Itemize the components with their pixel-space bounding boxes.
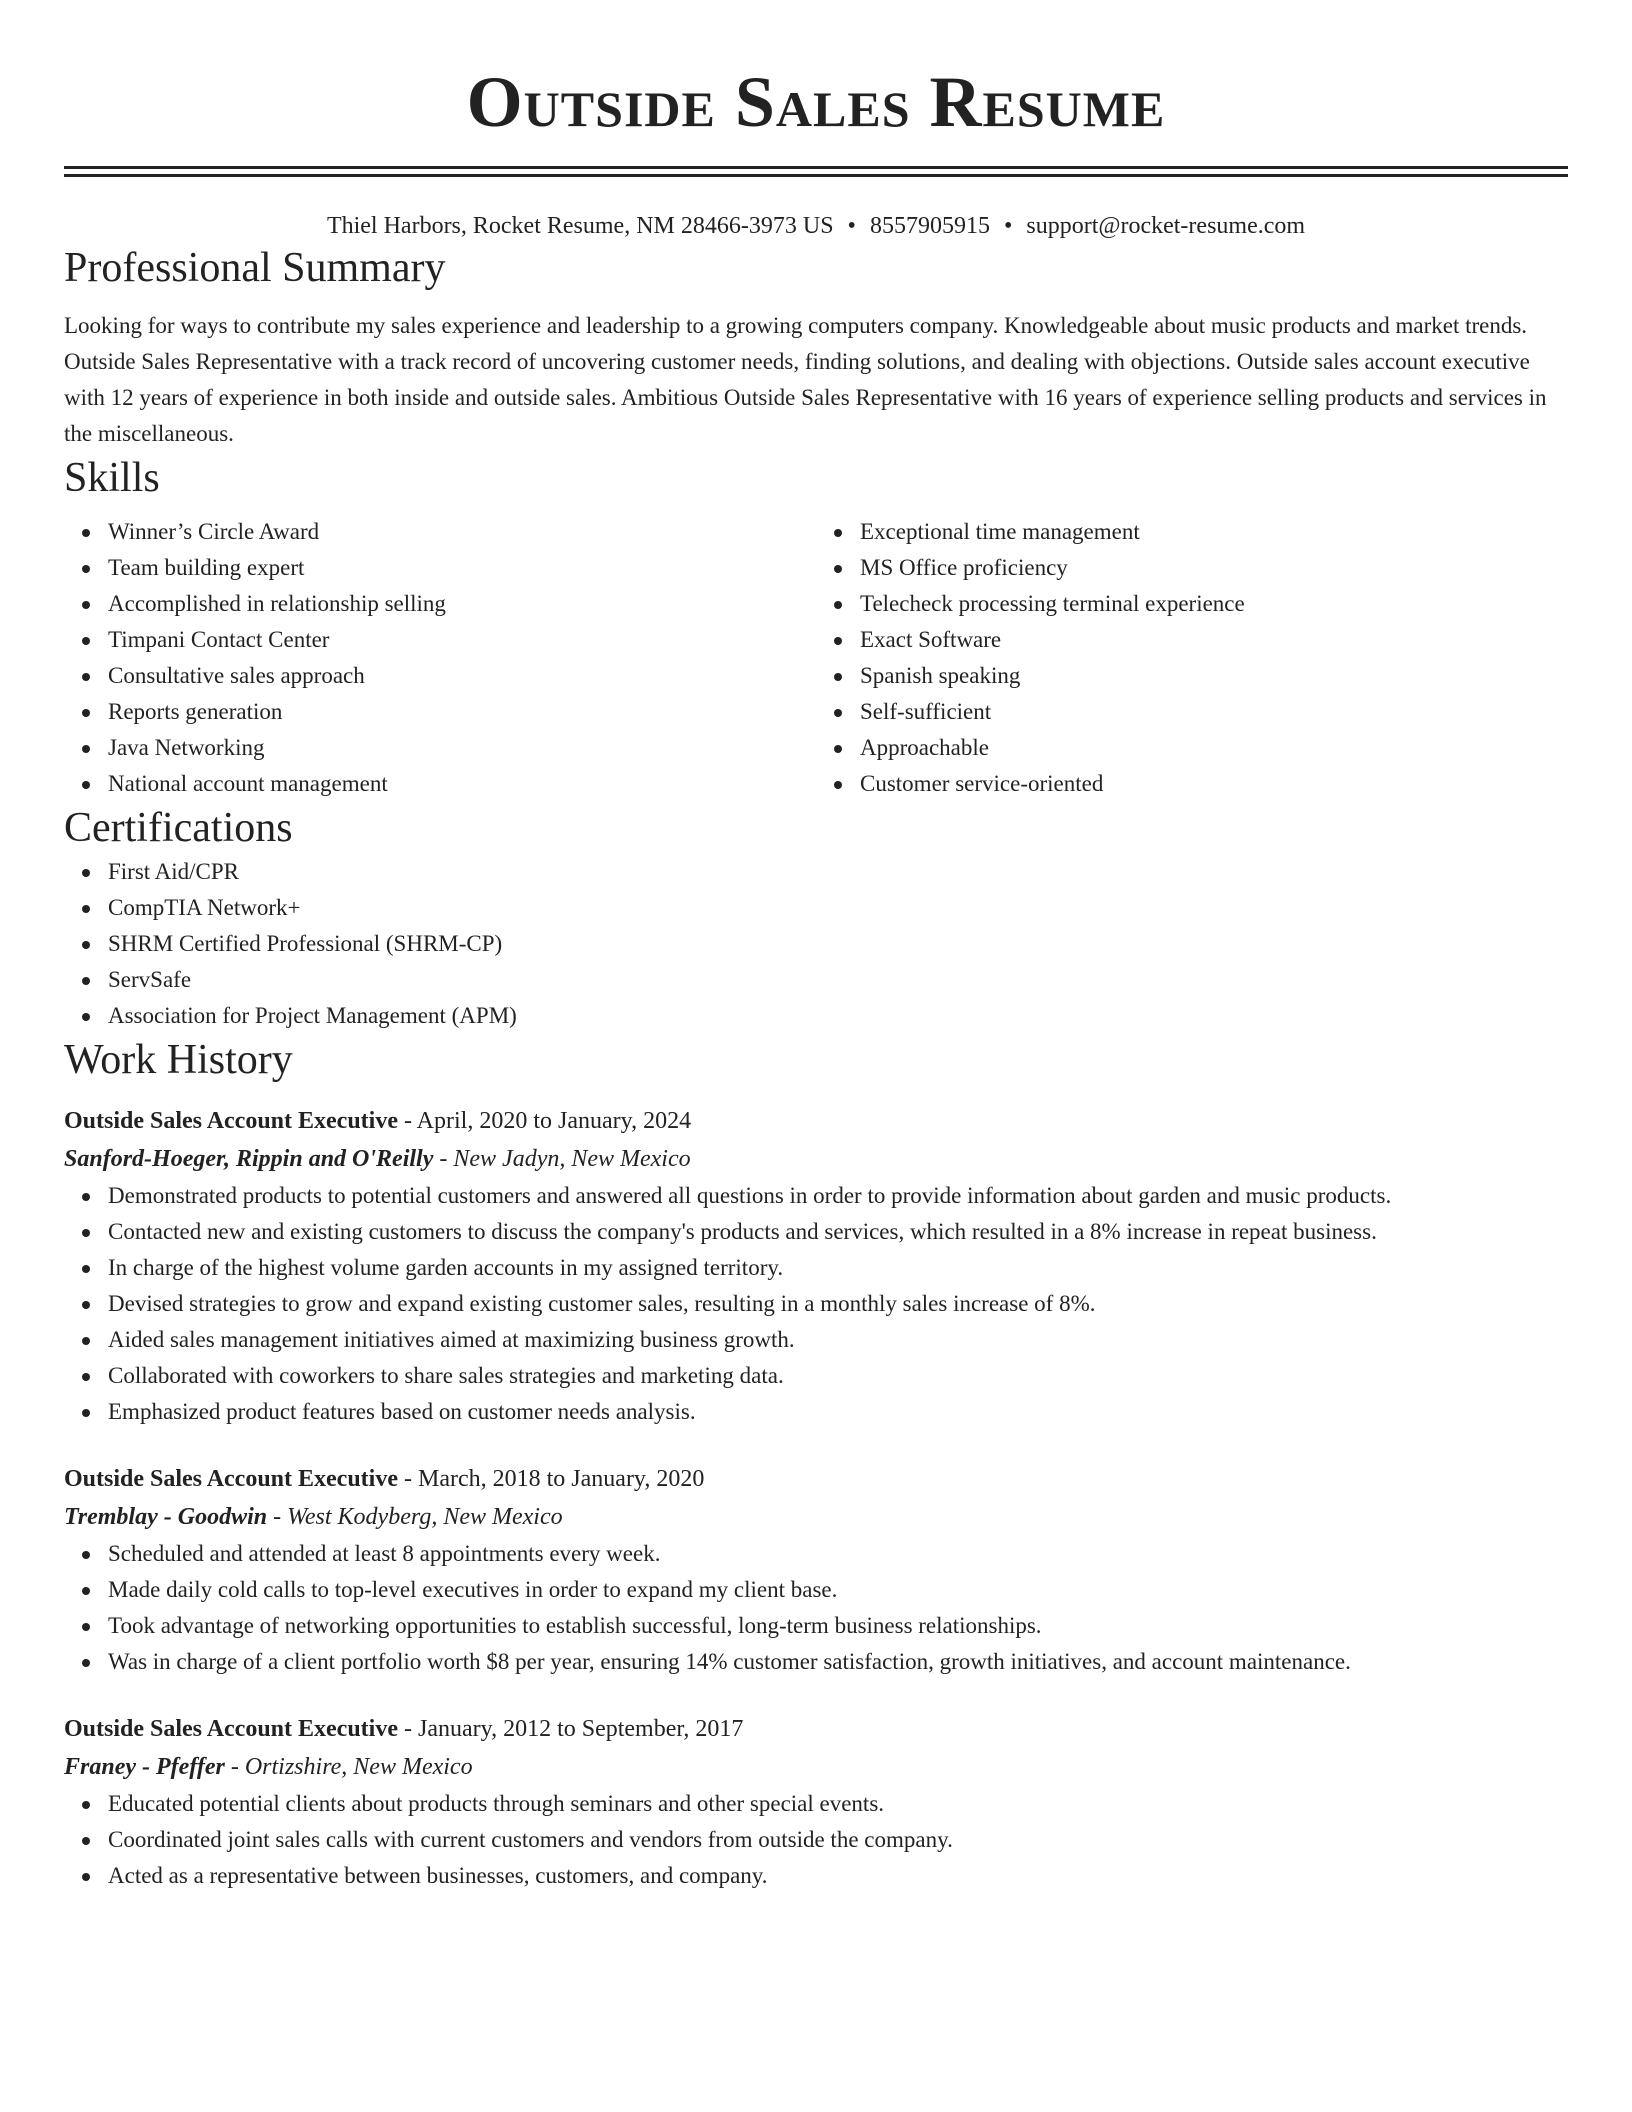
job-bullet: Took advantage of networking opportunities to establish successful, long-term business relationships.	[108, 1608, 1568, 1644]
resume-title: Outside Sales Resume	[466, 62, 1166, 142]
job-dates: - January, 2012 to September, 2017	[398, 1716, 744, 1742]
job-title: Outside Sales Account Executive	[64, 1108, 398, 1134]
skill-item: Consultative sales approach	[108, 658, 816, 694]
skill-item: Accomplished in relationship selling	[108, 586, 816, 622]
skill-item: Winner’s Circle Award	[108, 514, 816, 550]
job-bullet: Contacted new and existing customers to discuss the company's products and services, which resulted in a 8% increase in repeat business.	[108, 1214, 1568, 1250]
skill-item: Exact Software	[860, 622, 1568, 658]
skill-item: Exceptional time management	[860, 514, 1568, 550]
title-divider	[64, 166, 1568, 177]
job-company-line	[64, 1498, 1568, 1536]
summary-heading: Professional Summary	[64, 245, 446, 291]
job-bullet: Made daily cold calls to top-level executives in order to expand my client base.	[108, 1572, 1568, 1608]
job-company: Sanford-Hoeger, Rippin and O'Reilly	[64, 1146, 434, 1172]
certification-item: CompTIA Network+	[108, 890, 1568, 926]
job-title: Outside Sales Account Executive	[64, 1716, 398, 1742]
skills-list-right	[816, 514, 1568, 802]
contact-phone: 8557905915	[869, 213, 990, 239]
certification-item: ServSafe	[108, 962, 1568, 998]
job-bullet: Coordinated joint sales calls with current customers and vendors from outside the company.	[108, 1822, 1568, 1858]
job-dates: - March, 2018 to January, 2020	[398, 1466, 705, 1492]
job-bullets	[64, 1536, 1568, 1680]
job-company: Tremblay - Goodwin	[64, 1504, 268, 1530]
job-bullet: Aided sales management initiatives aimed at maximizing business growth.	[108, 1322, 1568, 1358]
certifications-list	[64, 854, 1568, 1034]
job-bullets	[64, 1178, 1568, 1430]
certifications-heading: Certifications	[64, 805, 293, 851]
contact-separator: •	[1003, 213, 1013, 239]
job-entry	[64, 1460, 1568, 1680]
contact-address: Thiel Harbors, Rocket Resume, NM 28466-3973 US	[326, 213, 834, 239]
job-bullet: Demonstrated products to potential customers and answered all questions in order to provide information about garden and music products.	[108, 1178, 1568, 1214]
job-title-line	[64, 1460, 1568, 1498]
job-bullet: Acted as a representative between businesses, customers, and company.	[108, 1858, 1568, 1894]
job-location: - West Kodyberg, New Mexico	[267, 1504, 563, 1530]
skill-item: Reports generation	[108, 694, 816, 730]
contact-separator: •	[847, 213, 856, 239]
job-bullet: Educated potential clients about products through seminars and other special events.	[108, 1786, 1568, 1822]
summary-text: Looking for ways to contribute my sales experience and leadership to a growing computers company. Knowledgeable about music products and market trends. Outside Sales Representative with a track record of uncovering customer needs, finding solutions, and dealing with objections. Outside sales account executive with 12 years of experience in both inside and outside sales. Ambitious Outside Sales Representative with 16 years of experience selling products and services in the miscellaneous.	[64, 313, 1547, 446]
job-bullets	[64, 1786, 1568, 1894]
job-title: Outside Sales Account Executive	[64, 1466, 398, 1492]
contact-line	[64, 210, 1568, 242]
certification-item: First Aid/CPR	[108, 854, 1568, 890]
job-bullet: Collaborated with coworkers to share sales strategies and marketing data.	[108, 1358, 1568, 1394]
job-bullet: Devised strategies to grow and expand existing customer sales, resulting in a monthly sales increase of 8%.	[108, 1286, 1568, 1322]
job-bullet: Scheduled and attended at least 8 appointments every week.	[108, 1536, 1568, 1572]
skill-item: National account management	[108, 766, 816, 802]
job-company-line	[64, 1140, 1568, 1178]
certification-item: Association for Project Management (APM)	[108, 998, 1568, 1034]
skill-item: MS Office proficiency	[860, 550, 1568, 586]
skill-item: Timpani Contact Center	[108, 622, 816, 658]
job-bullet: Emphasized product features based on customer needs analysis.	[108, 1394, 1568, 1430]
job-title-line	[64, 1102, 1568, 1140]
skill-item: Telecheck processing terminal experience	[860, 586, 1568, 622]
job-dates: - April, 2020 to January, 2024	[398, 1108, 692, 1134]
skills-heading: Skills	[64, 455, 160, 501]
job-company: Franey - Pfeffer	[64, 1754, 225, 1780]
job-entry	[64, 1710, 1568, 1894]
job-company-line	[64, 1748, 1568, 1786]
skills-columns	[64, 514, 1568, 802]
job-bullet: In charge of the highest volume garden accounts in my assigned territory.	[108, 1250, 1568, 1286]
skills-list-left	[64, 514, 816, 802]
skill-item: Java Networking	[108, 730, 816, 766]
job-location: - New Jadyn, New Mexico	[433, 1146, 691, 1172]
skill-item: Approachable	[860, 730, 1568, 766]
job-title-line	[64, 1710, 1568, 1748]
certification-item: SHRM Certified Professional (SHRM-CP)	[108, 926, 1568, 962]
job-entry	[64, 1102, 1568, 1430]
contact-email: support@rocket-resume.com	[1026, 213, 1306, 239]
skill-item: Customer service-oriented	[860, 766, 1568, 802]
job-location: - Ortizshire, New Mexico	[224, 1754, 473, 1780]
skill-item: Team building expert	[108, 550, 816, 586]
work-history-heading: Work History	[64, 1037, 293, 1083]
skill-item: Self-sufficient	[860, 694, 1568, 730]
skill-item: Spanish speaking	[860, 658, 1568, 694]
job-bullet: Was in charge of a client portfolio worth $8 per year, ensuring 14% customer satisfaction, growth initiatives, and account maintenance.	[108, 1644, 1568, 1680]
